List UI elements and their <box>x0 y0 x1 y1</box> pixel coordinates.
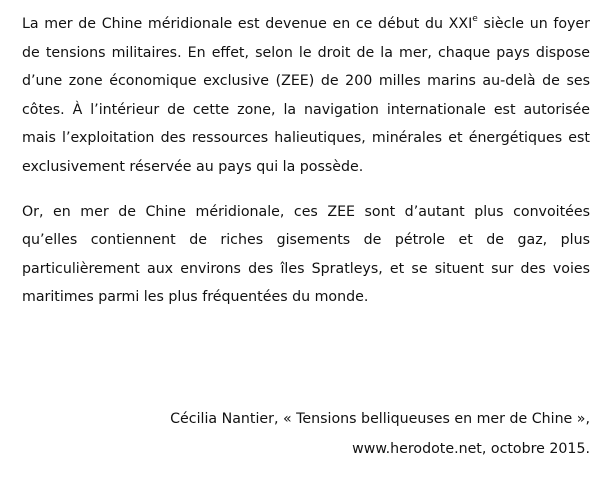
document-body <box>22 10 590 312</box>
paragraph-2: Or, en mer de Chine méridionale, ces ZEE sont d’autant plus convoitées qu’elles contiennent de riches gisements de pétrole et de gaz, plus particulièrement aux environs des îles Spratleys, et se situent sur des voies maritimes parmi les plus fréquentées du monde. <box>22 203 590 306</box>
paragraph-1 <box>22 10 590 182</box>
paragraph-1-text-end: siècle un foyer de tensions militaires. En effet, selon le droit de la mer, chaque pays dispose d’une zone économique exclusive (ZEE) de 200 milles marins au-delà de ses côtes. À l’intérieur de cette zone, la navigation internationale est autorisée mais l’exploitation des ressources halieutiques, minérales et énergétiques est exclusivement réservée au pays qui la possède. <box>22 16 590 175</box>
century-superscript: e <box>472 14 478 25</box>
source-author-title: Cécilia Nantier, « Tensions belliqueuses en mer de Chine », <box>170 411 590 427</box>
source-website-date: www.herodote.net, octobre 2015. <box>352 441 590 457</box>
source-citation <box>170 404 590 464</box>
paragraph-1-text-start: La mer de Chine méridionale est devenue en ce début du XXI <box>22 16 473 32</box>
